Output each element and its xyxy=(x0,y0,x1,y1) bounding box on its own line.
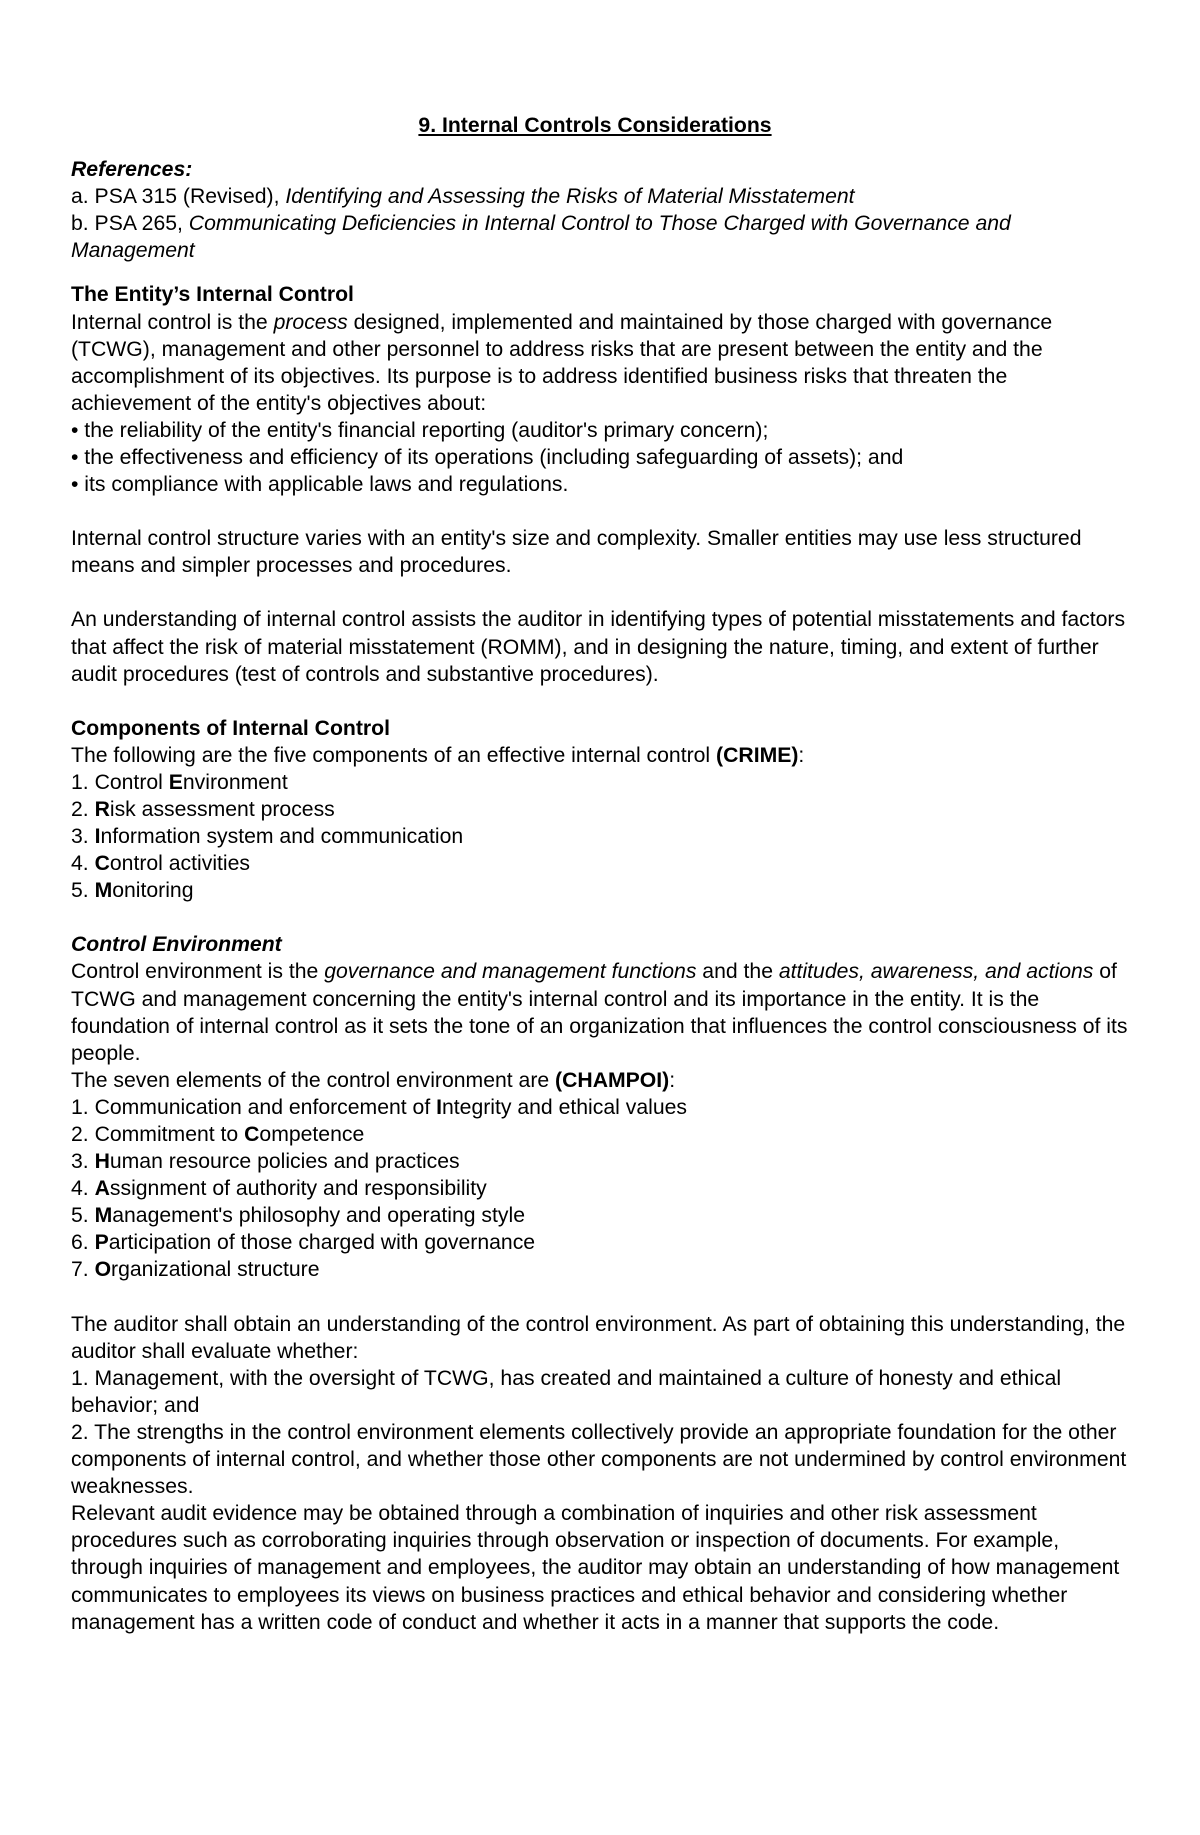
paragraph: Internal control structure varies with an entity's size and complexity. Smaller entities may use less structured means and simpler processes and procedures. xyxy=(71,527,1082,578)
acronym-letter: M xyxy=(94,879,113,903)
reference-item xyxy=(71,183,1131,210)
text-run: uman resource policies and practices xyxy=(109,1150,460,1174)
acronym-letter: C xyxy=(94,852,110,876)
emphasis: process xyxy=(273,310,348,334)
list-item: 1. Management, with the oversight of TCWG, has created and maintained a culture of honesty and ethical behavior; and xyxy=(71,1366,1062,1417)
paragraph xyxy=(71,309,1131,417)
acronym-letter: H xyxy=(94,1150,110,1174)
components-list xyxy=(71,769,1131,904)
reference-title: Communicating Deficiencies in Internal Control to Those Charged with Governance and Management xyxy=(71,212,1011,263)
item-number: 4. xyxy=(71,852,95,876)
emphasis: attitudes, awareness, and actions xyxy=(778,960,1094,984)
text-run: Control environment is the xyxy=(71,960,325,984)
list-item: • its compliance with applicable laws and regulations. xyxy=(71,473,569,497)
acronym-letter: O xyxy=(94,1258,112,1282)
text-run: designed, implemented and maintained by those charged with governance (TCWG), management and other personnel to address risks that are present between the entity and the accomplishment of its objectives. Its purpose is to address identified business risks that threaten the achievement of the entity's objectives about: xyxy=(71,310,1053,415)
list-item xyxy=(71,1094,1131,1121)
list-item: 2. The strengths in the control environment elements collectively provide an appropriate foundation for the other components of internal control, and whether those other components are not undermined by control environment weaknesses. xyxy=(71,1420,1127,1499)
section-heading: Components of Internal Control xyxy=(71,716,390,740)
acronym: (CHAMPOI) xyxy=(555,1068,670,1092)
section-heading: The Entity’s Internal Control xyxy=(71,283,354,307)
paragraph xyxy=(71,1067,1131,1094)
acronym: (CRIME) xyxy=(716,743,799,767)
item-number: 2. xyxy=(71,1123,95,1146)
references-heading: References: xyxy=(71,158,193,182)
text-run: and the xyxy=(696,960,779,984)
list-item xyxy=(71,1175,1131,1202)
control-environment-section xyxy=(71,931,1131,1635)
text-run: articipation of those charged with governance xyxy=(108,1231,536,1255)
elements-list xyxy=(71,1094,1131,1284)
item-number: 6. xyxy=(71,1231,95,1255)
list-item xyxy=(71,823,1131,850)
acronym-letter: I xyxy=(436,1095,442,1119)
item-number: 4. xyxy=(71,1177,95,1201)
paragraph xyxy=(71,958,1131,1066)
list-item xyxy=(71,796,1131,823)
list-item xyxy=(71,1121,1131,1148)
acronym-letter: A xyxy=(94,1177,110,1201)
text-run: onitoring xyxy=(112,879,194,903)
references-section xyxy=(71,156,1131,264)
list-item xyxy=(71,1202,1131,1229)
text-run: Control xyxy=(94,770,169,794)
text-run: The following are the five components of an effective internal control xyxy=(71,743,717,767)
reference-code: b. PSA 265, xyxy=(71,212,189,236)
section-heading: Control Environment xyxy=(71,933,282,957)
text-run: Communication and enforcement of xyxy=(94,1095,437,1119)
list-item xyxy=(71,877,1131,904)
acronym-letter: I xyxy=(94,825,101,849)
item-number: 3. xyxy=(71,825,95,849)
document-body xyxy=(71,112,1131,1636)
list-item xyxy=(71,1148,1131,1175)
list-item: • the effectiveness and efficiency of its operations (including safeguarding of assets); and xyxy=(71,446,904,470)
item-number: 3. xyxy=(71,1150,95,1174)
text-run: ntegrity and ethical values xyxy=(442,1095,687,1119)
text-run: : xyxy=(669,1068,676,1092)
text-run: ssignment of authority and responsibility xyxy=(109,1177,487,1201)
text-run: Commitment to xyxy=(94,1123,245,1146)
acronym-letter: P xyxy=(94,1231,109,1255)
list-item xyxy=(71,1256,1131,1283)
item-number: 1. xyxy=(71,770,95,794)
item-number: 1. xyxy=(71,1095,95,1119)
entity-internal-control-section xyxy=(71,281,1131,687)
text-run: ompetence xyxy=(259,1123,365,1146)
emphasis: governance and management functions xyxy=(324,960,697,984)
text-run: isk assessment process xyxy=(109,797,335,821)
text-run: nvironment xyxy=(182,770,288,794)
reference-title: Identifying and Assessing the Risks of Material Misstatement xyxy=(285,185,855,209)
reference-item xyxy=(71,210,1131,264)
item-number: 2. xyxy=(71,797,95,821)
list-item xyxy=(71,769,1131,796)
item-number: 7. xyxy=(71,1258,95,1282)
acronym-letter: E xyxy=(168,770,183,794)
page-title: 9. Internal Controls Considerations xyxy=(418,114,772,137)
components-section xyxy=(71,715,1131,905)
text-run: : xyxy=(798,743,805,767)
text-run: rganizational structure xyxy=(111,1258,320,1282)
paragraph xyxy=(71,742,1131,769)
text-run: Internal control is the xyxy=(71,310,274,334)
reference-code: a. PSA 315 (Revised), xyxy=(71,185,286,209)
list-item: • the reliability of the entity's financial reporting (auditor's primary concern); xyxy=(71,418,769,442)
list-item xyxy=(71,1229,1131,1256)
paragraph: Relevant audit evidence may be obtained through a combination of inquiries and other risk assessment procedures such as corroborating inquiries through observation or inspection of documents. For example, through inquiries of management and employees, the auditor may obtain an understanding of how management communicates to employees its views on business practices and ethical behavior and considering whether management has a written code of conduct and whether it acts in a manner that supports the code. xyxy=(71,1502,1120,1634)
item-number: 5. xyxy=(71,879,95,903)
item-number: 5. xyxy=(71,1204,95,1228)
text-run: The seven elements of the control environment are xyxy=(71,1068,556,1092)
acronym-letter: M xyxy=(94,1204,113,1228)
text-run: ontrol activities xyxy=(109,852,251,876)
acronym-letter: R xyxy=(94,797,110,821)
list-item xyxy=(71,850,1131,877)
text-run: anagement's philosophy and operating style xyxy=(112,1204,525,1228)
text-run: of TCWG and management concerning the entity's internal control and its importance in the entity. It is the foundation of internal control as it sets the tone of an organization that influences the control consciousness of its people. xyxy=(71,960,1128,1065)
paragraph: An understanding of internal control assists the auditor in identifying types of potential misstatements and factors that affect the risk of material misstatement (ROMM), and in designing the nature, timing, and extent of further audit procedures (test of controls and substantive procedures). xyxy=(71,608,1126,686)
acronym-letter: C xyxy=(244,1123,260,1146)
text-run: nformation system and communication xyxy=(100,825,464,849)
objectives-list xyxy=(71,417,1131,498)
paragraph: The auditor shall obtain an understanding of the control environment. As part of obtaining this understanding, the auditor shall evaluate whether: xyxy=(71,1312,1126,1363)
